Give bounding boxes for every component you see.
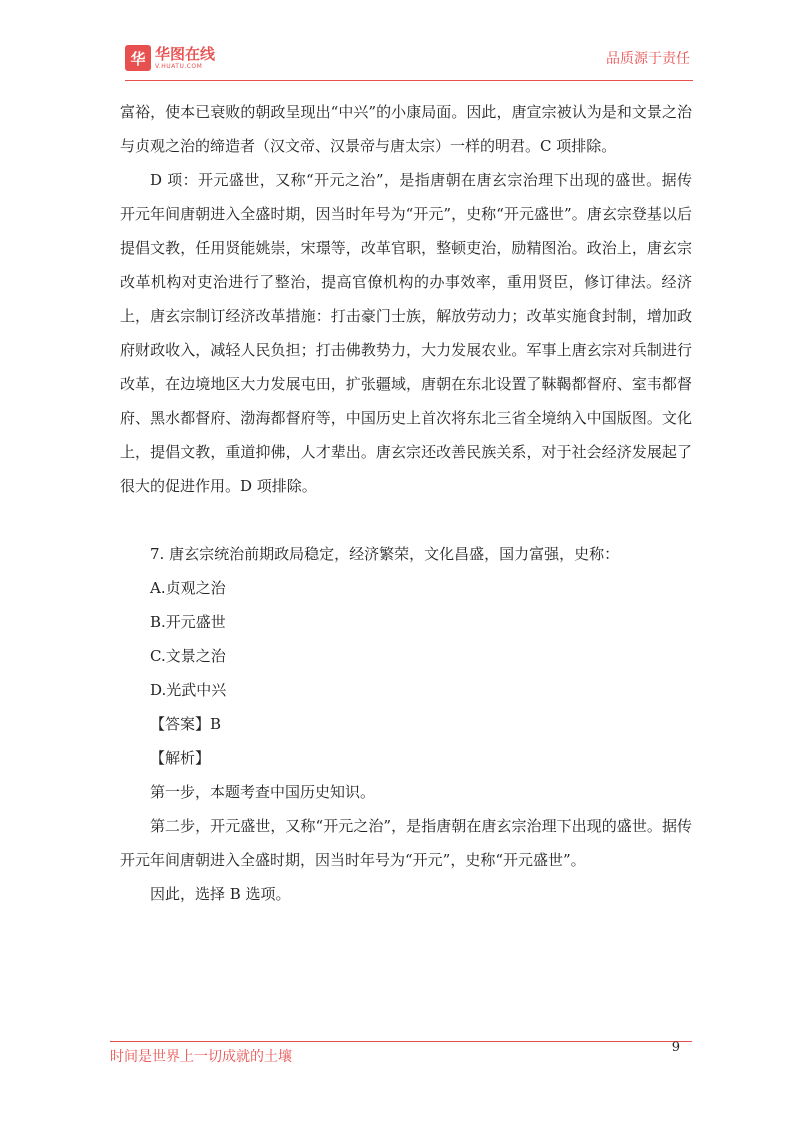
analysis-step-1: 第一步，本题考查中国历史知识。 xyxy=(150,783,376,801)
logo-name: 华图在线 xyxy=(155,44,216,63)
header-slogan: 品质源于责任 xyxy=(606,51,690,67)
analysis-conclusion: 因此，选择 B 选项。 xyxy=(150,885,291,903)
paragraph-c-continued: 富裕，使本已衰败的朝政呈现出“中兴”的小康局面。因此，唐宣宗被认为是和文景之治与贞观之治的缔造者（汉文帝、汉景帝与唐太宗）一样的明君。C 项排除。 xyxy=(120,103,692,155)
footer-divider xyxy=(110,1041,692,1042)
option-a: A.贞观之治 xyxy=(150,579,226,597)
document-body xyxy=(120,95,692,911)
spacer xyxy=(120,503,692,537)
paragraph-d-explanation: D 项：开元盛世，又称“开元之治”，是指唐朝在唐玄宗治理下出现的盛世。据传开元年间唐朝进入全盛时期，因当时年号为“开元”，史称“开元盛世”。唐玄宗登基以后提倡文教，任用贤能姚崇，宋璟等，改革官职，整顿吏治，励精图治。政治上，唐玄宗改革机构对吏治进行了整治，提高官僚机构的办事效率，重用贤臣，修订律法。经济上，唐玄宗制订经济改革措施：打击豪门士族，解放劳动力；改革实施食封制，增加政府财政收入，减轻人民负担；打击佛教势力，大力发展农业。军事上唐玄宗对兵制进行改革，在边境地区大力发展屯田，扩张疆域，唐朝在东北设置了靺鞨都督府、室韦都督府、黑水都督府、渤海都督府等，中国历史上首次将东北三省全境纳入中国版图。文化上，提倡文教，重道抑佛，人才辈出。唐玄宗还改善民族关系，对于社会经济发展起了很大的促进作用。D 项排除。 xyxy=(120,171,692,495)
option-c: C.文景之治 xyxy=(150,647,226,665)
question-stem: 7. 唐玄宗统治前期政局稳定，经济繁荣，文化昌盛，国力富强，史称： xyxy=(150,545,620,563)
logo-text xyxy=(155,44,216,70)
option-b: B.开元盛世 xyxy=(150,613,226,631)
page-header xyxy=(0,0,800,82)
logo xyxy=(125,44,245,72)
logo-url: V.HUATU.COM xyxy=(155,62,203,70)
analysis-label: 【解析】 xyxy=(150,749,211,767)
analysis-step-2: 第二步，开元盛世，又称“开元之治”，是指唐朝在唐玄宗治理下出现的盛世。据传开元年间唐朝进入全盛时期，因当时年号为“开元”，史称“开元盛世”。 xyxy=(120,817,692,869)
header-divider xyxy=(125,80,693,81)
logo-icon: 华 xyxy=(125,45,151,71)
answer-line: 【答案】B xyxy=(150,715,222,733)
page-number: 9 xyxy=(671,1040,680,1055)
footer-motto: 时间是世界上一切成就的土壤 xyxy=(110,1049,292,1065)
option-d: D.光武中兴 xyxy=(150,681,227,699)
